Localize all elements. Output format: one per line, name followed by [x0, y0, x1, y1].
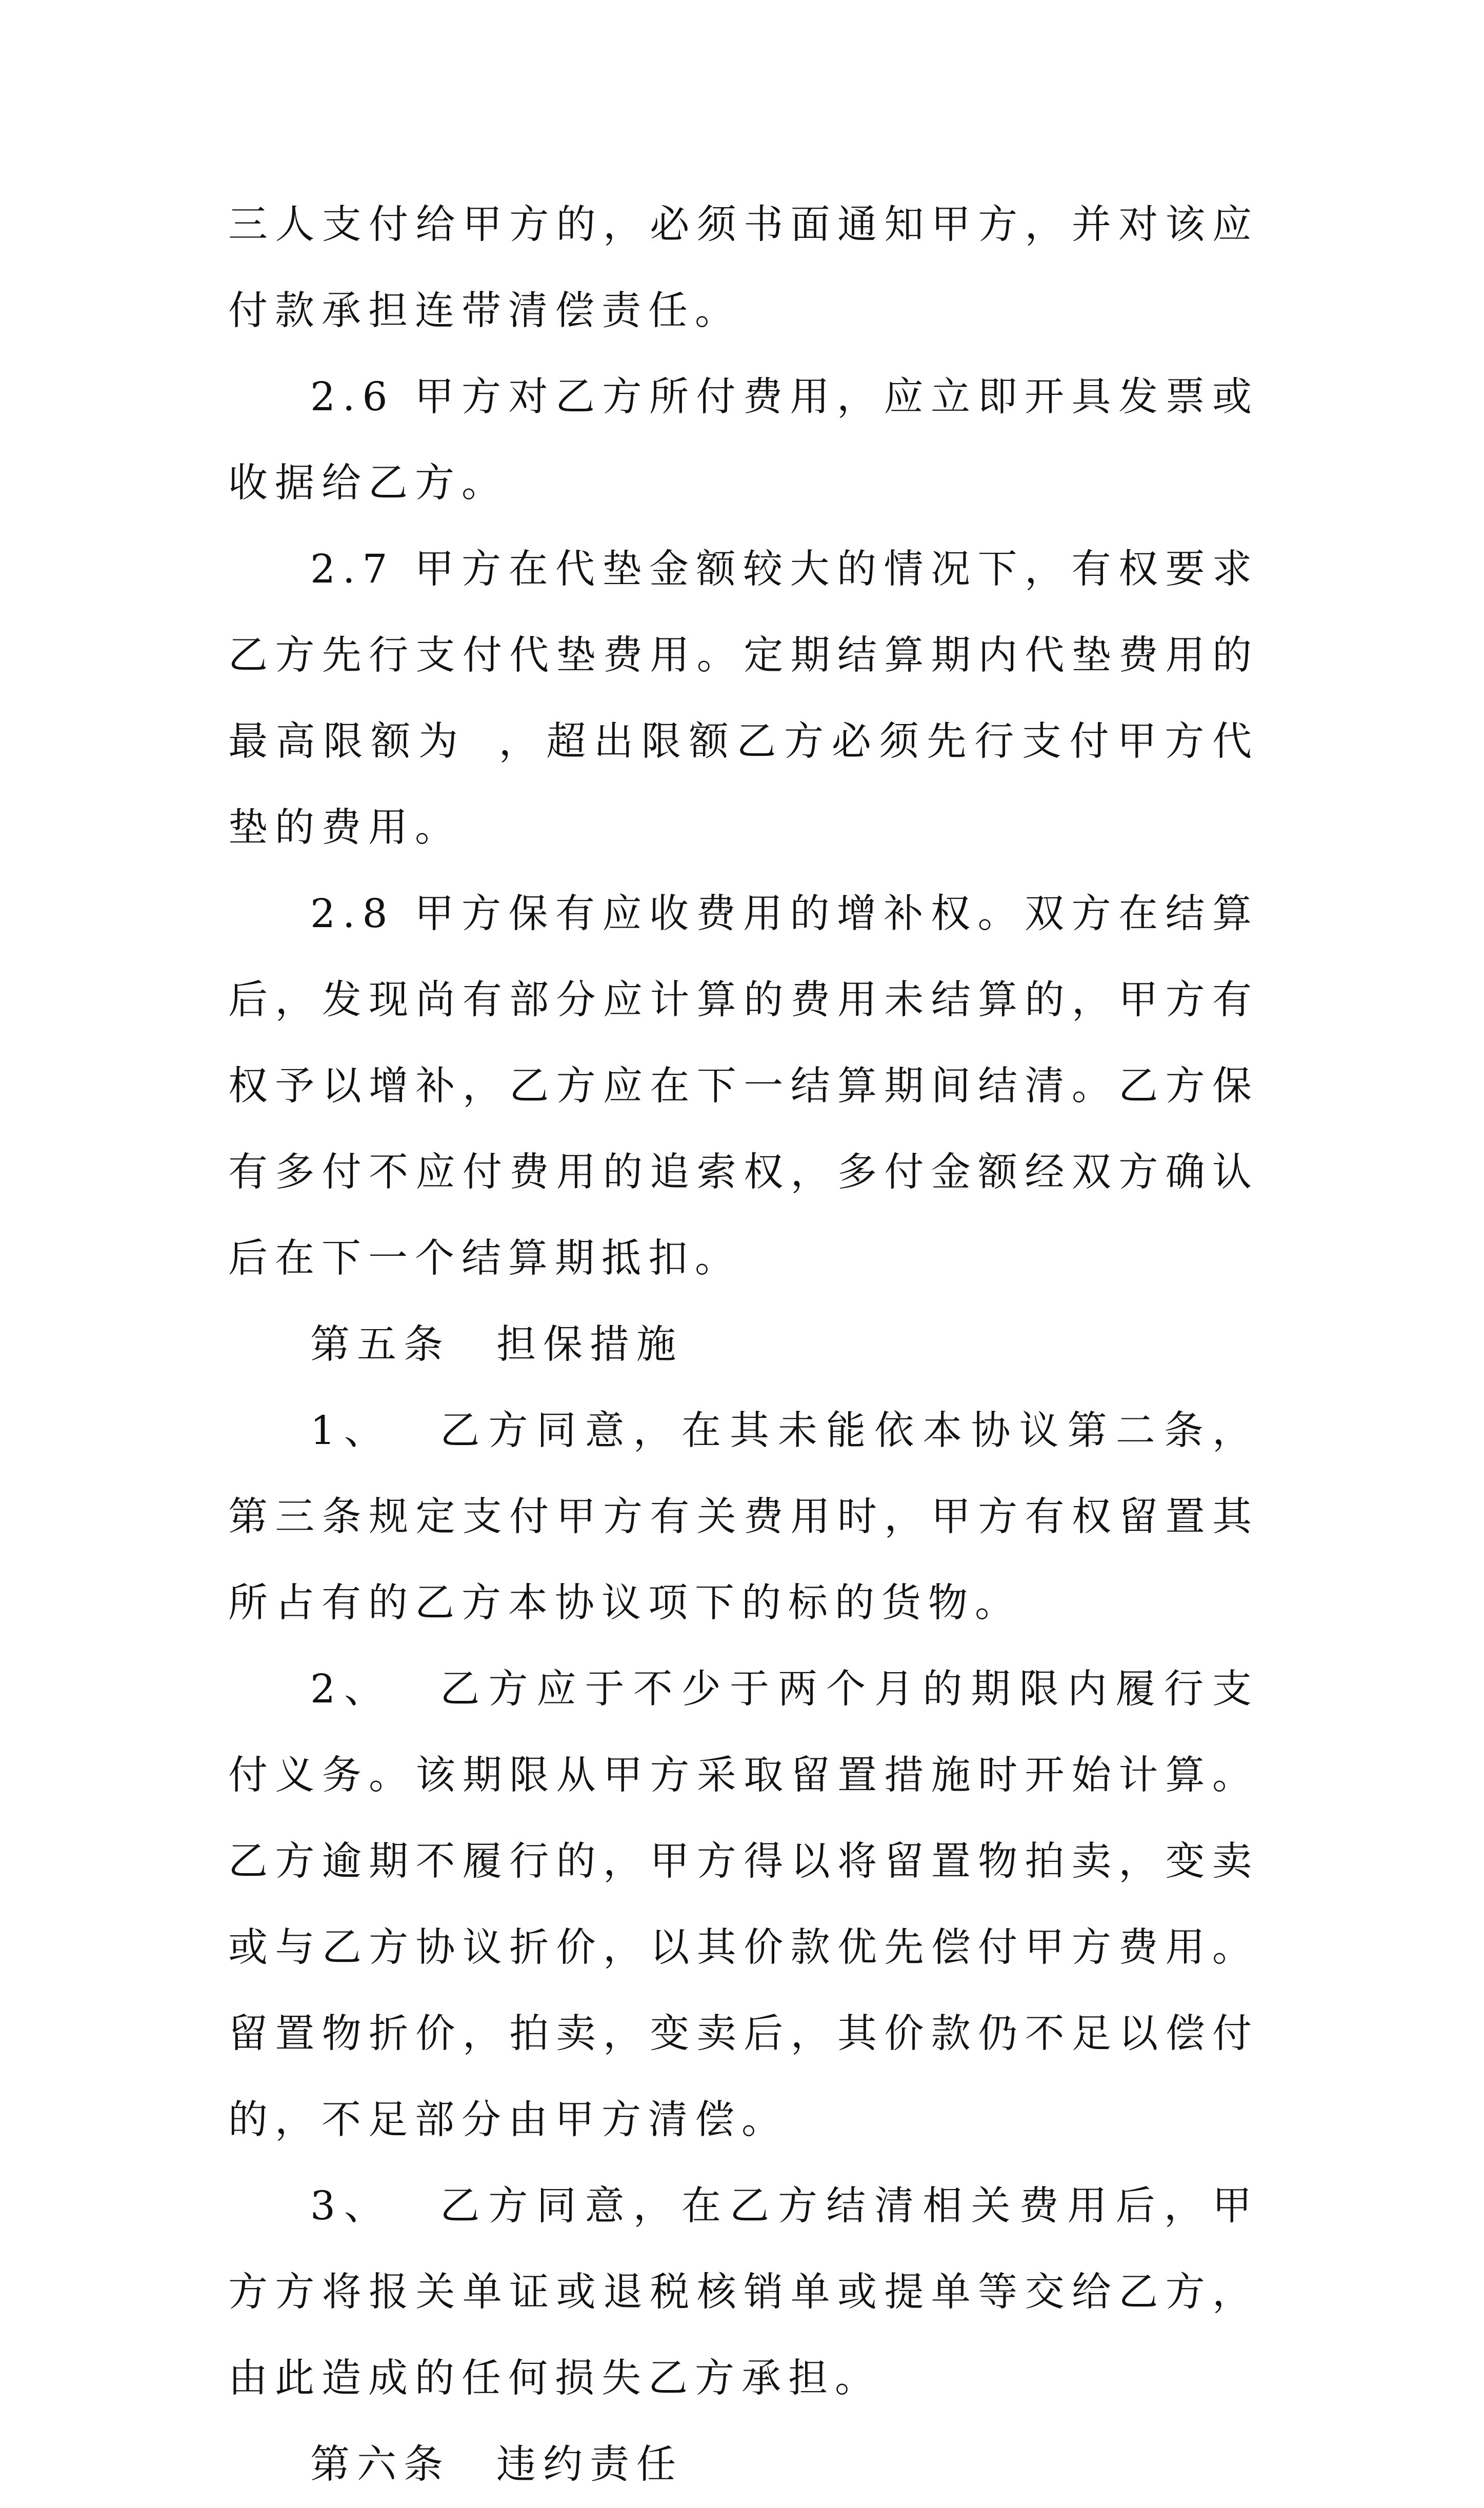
- item-number: 3、: [310, 2183, 393, 2229]
- article-5-item-3: [228, 2163, 1259, 2422]
- paragraph-text: ，超出限额乙方必须先行支付甲方代垫的费用。: [228, 719, 1259, 851]
- article-title: 担保措施: [496, 1322, 683, 1368]
- paragraph-text: 2.8 甲方保有应收费用的增补权。双方在结算后，发现尚有部分应计算的费用未结算的，甲方有权予以增补，乙方应在下一结算期间结清。乙方保有多付不应付费用的追索权，多付金额经双方确认后在下一个结算期抵扣。: [228, 891, 1259, 1281]
- article-title: 违约责任: [496, 2442, 683, 2487]
- article-number: 第五条: [310, 1322, 450, 1368]
- item-number: 1、: [310, 1408, 393, 1454]
- article-5-heading: [228, 1302, 1259, 1388]
- article-number: 第六条: [310, 2442, 450, 2487]
- paragraph-text: 2.7 甲方在代垫金额较大的情况下，有权要求乙方先行支付代垫费用。定期结算期内代垫费用的最高限额为: [228, 547, 1259, 765]
- article-6-heading: [228, 2422, 1259, 2508]
- clause-2-7: [228, 527, 1259, 871]
- item-text: 乙方应于不少于两个月的期限内履行支付义务。该期限从甲方采取留置措施时开始计算。乙方逾期不履行的，甲方得以将留置物拍卖，变卖或与乙方协议折价，以其价款优先偿付甲方费用。留置物折价，拍卖，变卖后，其价款仍不足以偿付的，不足部分由甲方清偿。: [228, 1667, 1259, 2143]
- document-body: [228, 182, 1259, 2508]
- paragraph-continuation: [228, 182, 1259, 354]
- article-5-item-2: [228, 1647, 1259, 2163]
- clause-2-6: [228, 354, 1259, 527]
- item-text: 乙方同意，在其未能依本协议第二条，第三条规定支付甲方有关费用时，甲方有权留置其所占有的乙方本协议项下的标的货物。: [228, 1408, 1259, 1626]
- paragraph-text: 三人支付给甲方的，必须书面通知甲方，并对该应付款承担连带清偿责任。: [228, 202, 1259, 334]
- article-5-item-1: [228, 1388, 1259, 1647]
- paragraph-text: 2.6 甲方对乙方所付费用，应立即开具发票或收据给乙方。: [228, 374, 1259, 506]
- item-text: 乙方同意，在乙方结清相关费用后，甲方方将报关单证或退税核销单或提单等交给乙方，由此造成的任何损失乙方承担。: [228, 2183, 1259, 2401]
- clause-2-8: [228, 871, 1259, 1302]
- item-number: 2、: [310, 1667, 393, 1712]
